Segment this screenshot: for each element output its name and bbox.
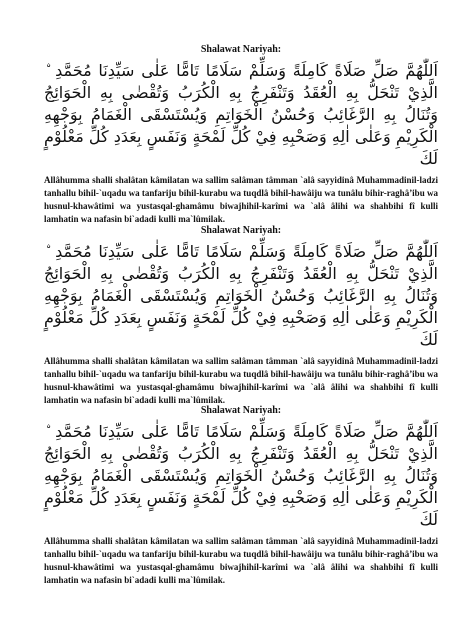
arabic-text: اَللّٰهُمَّ صَلِّ صَلَاةً كَامِلَةً وَسَلِّمْ سَلَامًا تَامًّا عَلٰى سَيِّدِنَا مُحَمَّدِ ۨ الَّذِيْ تَنْحَلُّ بِهِ الْعُقَدُ وَتَنْفَرِجُ بِهِ الْكُرَبُ وَتُقْضٰى بِهِ الْحَوَائِجُ وَتُنَالُ بِهِ الرَّغَائِبُ وَحُسْنُ الْخَوَاتِمِ وَيُسْتَسْقَى الْغَمَامُ بِوَجْهِهِ الْكَرِيْمِ وَعَلٰى اٰلِهِ وَصَحْبِهِ فِيْ كُلِّ لَمْحَةٍ وَنَفَسٍ بِعَدَدِ كُلِّ مَعْلُوْمٍ لَكَ xyxy=(44,61,438,168)
section-title: Shalawat Nariyah: xyxy=(200,405,282,416)
arabic-text: اَللّٰهُمَّ صَلِّ صَلَاةً كَامِلَةً وَسَلِّمْ سَلَامًا تَامًّا عَلٰى سَيِّدِنَا مُحَمَّدِ ۨ الَّذِيْ تَنْحَلُّ بِهِ الْعُقَدُ وَتَنْفَرِجُ بِهِ الْكُرَبُ وَتُقْضٰى بِهِ الْحَوَائِجُ وَتُنَالُ بِهِ الرَّغَائِبُ وَحُسْنُ الْخَوَاتِمِ وَيُسْتَسْقَى الْغَمَامُ بِوَجْهِهِ الْكَرِيْمِ وَعَلٰى اٰلِهِ وَصَحْبِهِ فِيْ كُلِّ لَمْحَةٍ وَنَفَسٍ بِعَدَدِ كُلِّ مَعْلُوْمٍ لَكَ xyxy=(44,242,438,349)
transliteration-text: Allâhumma shalli shalâtan kâmilatan wa sallim salâman tâmman `alâ sayyidinâ Muhammadinil-ladzi tanhallu bihil-`uqadu wa tanfariju bihil-kurabu wa tuqdlâ bihil-hawâiju wa tunâlu bihir-raghâ’ibu wa husnul-khawâtimi wa yustasqal-ghamâmu biwajhihil-karîmi wa `alâ âlihi wa shahbihi fî kulli lamhatin wa nafasin bi`adadi kulli ma`lûmilak. xyxy=(44,356,438,405)
transliteration-text: Allâhumma shalli shalâtan kâmilatan wa sallim salâman tâmman `alâ sayyidinâ Muhammadinil-ladzi tanhallu bihil-`uqadu wa tanfariju bihil-kurabu wa tuqdlâ bihil-hawâiju wa tunâlu bihir-raghâ’ibu wa husnul-khawâtimi wa yustasqal-ghamâmu biwajhihil-karîmi wa `alâ âlihi wa shahbihi fî kulli lamhatin wa nafasin bi`adadi kulli ma`lûmilak. xyxy=(44,536,438,585)
section-title: Shalawat Nariyah: xyxy=(200,225,282,236)
prayer-section-2 xyxy=(44,225,438,407)
arabic-text: اَللّٰهُمَّ صَلِّ صَلَاةً كَامِلَةً وَسَلِّمْ سَلَامًا تَامًّا عَلٰى سَيِّدِنَا مُحَمَّدِ ۨ الَّذِيْ تَنْحَلُّ بِهِ الْعُقَدُ وَتَنْفَرِجُ بِهِ الْكُرَبُ وَتُقْضٰى بِهِ الْحَوَائِجُ وَتُنَالُ بِهِ الرَّغَائِبُ وَحُسْنُ الْخَوَاتِمِ وَيُسْتَسْقَى الْغَمَامُ بِوَجْهِهِ الْكَرِيْمِ وَعَلٰى اٰلِهِ وَصَحْبِهِ فِيْ كُلِّ لَمْحَةٍ وَنَفَسٍ بِعَدَدِ كُلِّ مَعْلُوْمٍ لَكَ xyxy=(44,422,438,529)
prayer-section-1 xyxy=(44,44,438,226)
section-title: Shalawat Nariyah: xyxy=(200,44,282,55)
prayer-section-3 xyxy=(44,405,438,587)
transliteration-text: Allâhumma shalli shalâtan kâmilatan wa sallim salâman tâmman `alâ sayyidinâ Muhammadinil-ladzi tanhallu bihil-`uqadu wa tanfariju bihil-kurabu wa tuqdlâ bihil-hawâiju wa tunâlu bihir-raghâ’ibu wa husnul-khawâtimi wa yustasqal-ghamâmu biwajhihil-karîmi wa `alâ âlihi wa shahbihi fî kulli lamhatin wa nafasin bi`adadi kulli ma`lûmilak. xyxy=(44,175,438,224)
